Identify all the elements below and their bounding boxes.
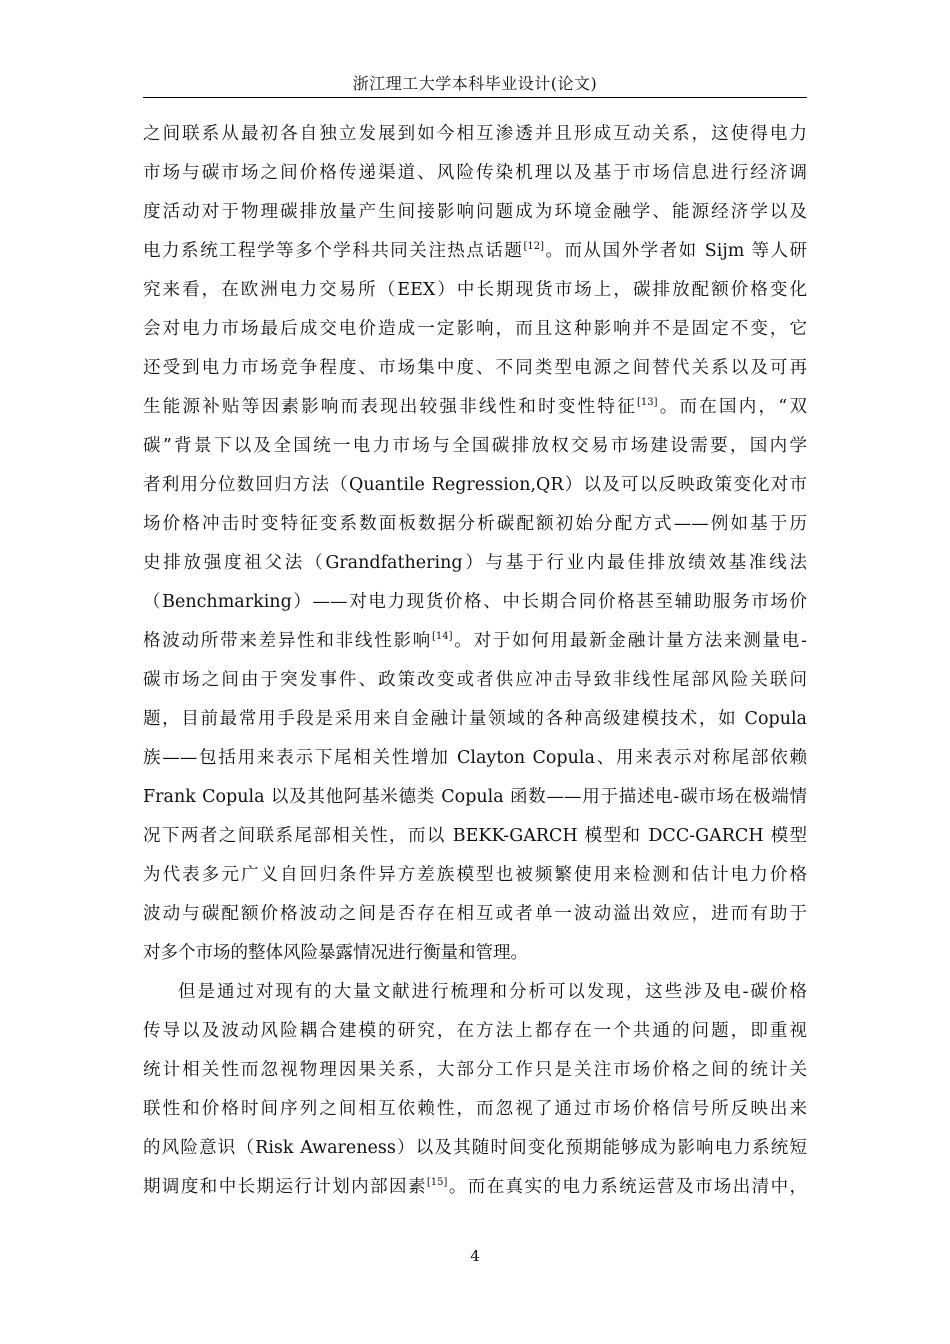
text-line: 碳”背景下以及全国统一电力市场与全国碳排放权交易市场建设需要，国内学 — [143, 436, 807, 456]
text-line: 统计相关性而忽视物理因果关系，大部分工作只是关注市场价格之间的统计关 — [143, 1060, 807, 1080]
text-line: 碳市场之间由于突发事件、政策改变或者供应冲击导致非线性尾部风险关联问 — [143, 670, 807, 690]
text-line: 格波动所带来差异性和非线性影响[14]。对于如何用最新金融计量方法来测量电- — [143, 631, 807, 651]
text-line: 史排放强度祖父法（Grandfathering）与基于行业内最佳排放绩效基准线法 — [143, 553, 807, 573]
text-line: 还受到电力市场竞争程度、市场集中度、不同类型电源之间替代关系以及可再 — [143, 358, 807, 378]
citation-15: [15] — [426, 1177, 448, 1188]
citation-13: [13] — [636, 397, 658, 408]
text-line: 族——包括用来表示下尾相关性增加 Clayton Copula、用来表示对称尾部依赖 — [143, 748, 807, 768]
text-line: 之间联系从最初各自独立发展到如今相互渗透并且形成互动关系，这使得电力 — [143, 124, 807, 144]
text-line: 的风险意识（Risk Awareness）以及其随时间变化预期能够成为影响电力系统短 — [143, 1138, 807, 1158]
text-line: 题，目前最常用手段是采用来自金融计量领域的各种高级建模技术，如 Copula — [143, 709, 807, 729]
text-line: 会对电力市场最后成交电价造成一定影响，而且这种影响并不是固定不变，它 — [143, 319, 807, 339]
text-line: 对多个市场的整体风险暴露情况进行衡量和管理。 — [143, 943, 528, 963]
page-number: 4 — [470, 1247, 480, 1265]
text-line: 究来看，在欧洲电力交易所（EEX）中长期现货市场上，碳排放配额价格变化 — [143, 280, 807, 300]
header-divider — [143, 97, 807, 98]
text-line: 生能源补贴等因素影响而表现出较强非线性和时变性特征[13]。而在国内，“双 — [143, 397, 807, 417]
text-line: 传导以及波动风险耦合建模的研究，在方法上都存在一个共通的问题，即重视 — [143, 1021, 807, 1041]
text-line: 况下两者之间联系尾部相关性，而以 BEKK-GARCH 模型和 DCC-GARCH 模型 — [143, 826, 807, 846]
citation-14: [14] — [432, 631, 453, 642]
text-line: 期调度和中长期运行计划内部因素[15]。而在真实的电力系统运营及市场出清中， — [143, 1177, 807, 1197]
paragraph-1 — [143, 115, 807, 973]
text-line: 场价格冲击时变特征变系数面板数据分析碳配额初始分配方式——例如基于历 — [143, 514, 807, 534]
body-text — [143, 115, 807, 1207]
page-header-title: 浙江理工大学本科毕业设计(论文) — [352, 74, 598, 93]
paragraph-2 — [143, 973, 807, 1207]
text-line: Frank Copula 以及其他阿基米德类 Copula 函数——用于描述电-碳市场在极端情 — [143, 787, 807, 807]
text-line: 波动与碳配额价格波动之间是否存在相互或者单一波动溢出效应，进而有助于 — [143, 904, 807, 924]
text-line: 电力系统工程学等多个学科共同关注热点话题[12]。而从国外学者如 Sijm 等人研 — [143, 241, 807, 261]
text-line: 者利用分位数回归方法（Quantile Regression,QR）以及可以反映政策变化对市 — [143, 475, 807, 495]
text-line: （Benchmarking）——对电力现货价格、中长期合同价格甚至辅助服务市场价 — [143, 592, 807, 612]
citation-12: [12] — [523, 241, 544, 252]
text-line: 联性和价格时间序列之间相互依赖性，而忽视了通过市场价格信号所反映出来 — [143, 1099, 807, 1119]
text-line: 但是通过对现有的大量文献进行梳理和分析可以发现，这些涉及电-碳价格 — [178, 982, 807, 1002]
text-line: 度活动对于物理碳排放量产生间接影响问题成为环境金融学、能源经济学以及 — [143, 202, 807, 222]
text-line: 为代表多元广义自回归条件异方差族模型也被频繁使用来检测和估计电力价格 — [143, 865, 807, 885]
text-line: 市场与碳市场之间价格传递渠道、风险传染机理以及基于市场信息进行经济调 — [143, 163, 807, 183]
